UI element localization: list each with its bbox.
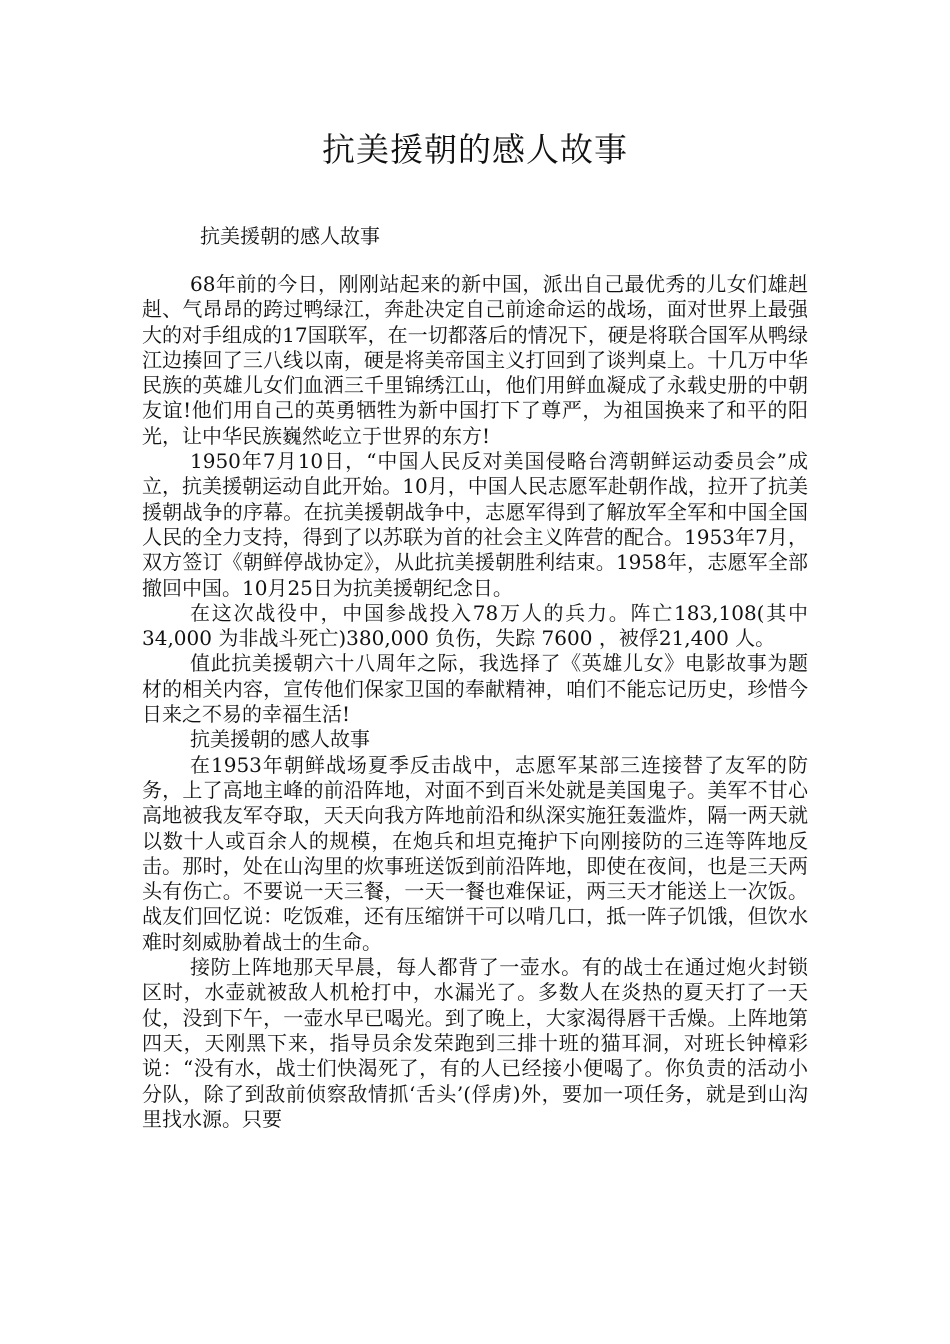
document-body — [142, 272, 808, 1132]
paragraph-casualties: 在这次战役中，中国参战投入78万人的兵力。阵亡183,108(其中34,000 为非战斗死亡)380,000 负伤，失踪 7600 ，被俘21,400 人。 — [142, 600, 808, 651]
document-subtitle: 抗美援朝的感人故事 — [200, 224, 380, 248]
paragraph-purpose: 值此抗美援朝六十八周年之际，我选择了《英雄儿女》电影故事为题材的相关内容，宣传他们保家卫国的奉献精神，咱们不能忘记历史，珍惜今日来之不易的幸福生活! — [142, 651, 808, 727]
paragraph-story-1: 在1953年朝鲜战场夏季反击战中，志愿军某部三连接替了友军的防务，上了高地主峰的前沿阵地，对面不到百米处就是美国鬼子。美军不甘心高地被我友军夺取，天天向我方阵地前沿和纵深实施狂轰滥炸，隔一两天就以数十人或百余人的规模，在炮兵和坦克掩护下向刚接防的三连等阵地反击。那时，处在山沟里的炊事班送饭到前沿阵地，即使在夜间，也是三天两头有伤亡。不要说一天三餐，一天一餐也难保证，两三天才能送上一次饭。战友们回忆说：吃饭难，还有压缩饼干可以啃几口，抵一阵子饥饿，但饮水难时刻威胁着战士的生命。 — [142, 752, 808, 954]
paragraph-history: 1950年7月10日，“中国人民反对美国侵略台湾朝鲜运动委员会”成立，抗美援朝运动自此开始。10月，中国人民志愿军赴朝作战，拉开了抗美援朝战争的序幕。在抗美援朝战争中，志愿军得到了解放军全军和中国全国人民的全力支持，得到了以苏联为首的社会主义阵营的配合。1953年7月，双方签订《朝鲜停战协定》，从此抗美援朝胜利结束。1958年，志愿军全部撤回中国。10月25日为抗美援朝纪念日。 — [142, 449, 808, 600]
document-title: 抗美援朝的感人故事 — [322, 130, 628, 169]
paragraph-intro: 68年前的今日，刚刚站起来的新中国，派出自己最优秀的儿女们雄赳赳、气昂昂的跨过鸭绿江，奔赴决定自己前途命运的战场，面对世界上最强大的对手组成的17国联军，在一切都落后的情况下，硬是将联合国军从鸭绿江边揍回了三八线以南，硬是将美帝国主义打回到了谈判桌上。十几万中华民族的英雄儿女们血洒三千里锦绣江山，他们用鲜血凝成了永载史册的中朝友谊!他们用自己的英勇牺牲为新中国打下了尊严，为祖国换来了和平的阳光，让中华民族巍然屹立于世界的东方! — [142, 272, 808, 448]
section-heading: 抗美援朝的感人故事 — [190, 727, 370, 752]
paragraph-story-2: 接防上阵地那天早晨，每人都背了一壶水。有的战士在通过炮火封锁区时，水壶就被敌人机枪打中，水漏光了。多数人在炎热的夏天打了一天仗，没到下午，一壶水早已喝光。到了晚上，大家渴得唇干舌燥。上阵地第四天，天刚黑下来，指导员余发荣跑到三排十班的猫耳洞，对班长钟樟彩说：“没有水，战士们快渴死了，有的人已经接小便喝了。你负责的活动小分队，除了到敌前侦察敌情抓‘舌头’(俘虏)外，要加一项任务，就是到山沟里找水源。只要 — [142, 955, 808, 1131]
